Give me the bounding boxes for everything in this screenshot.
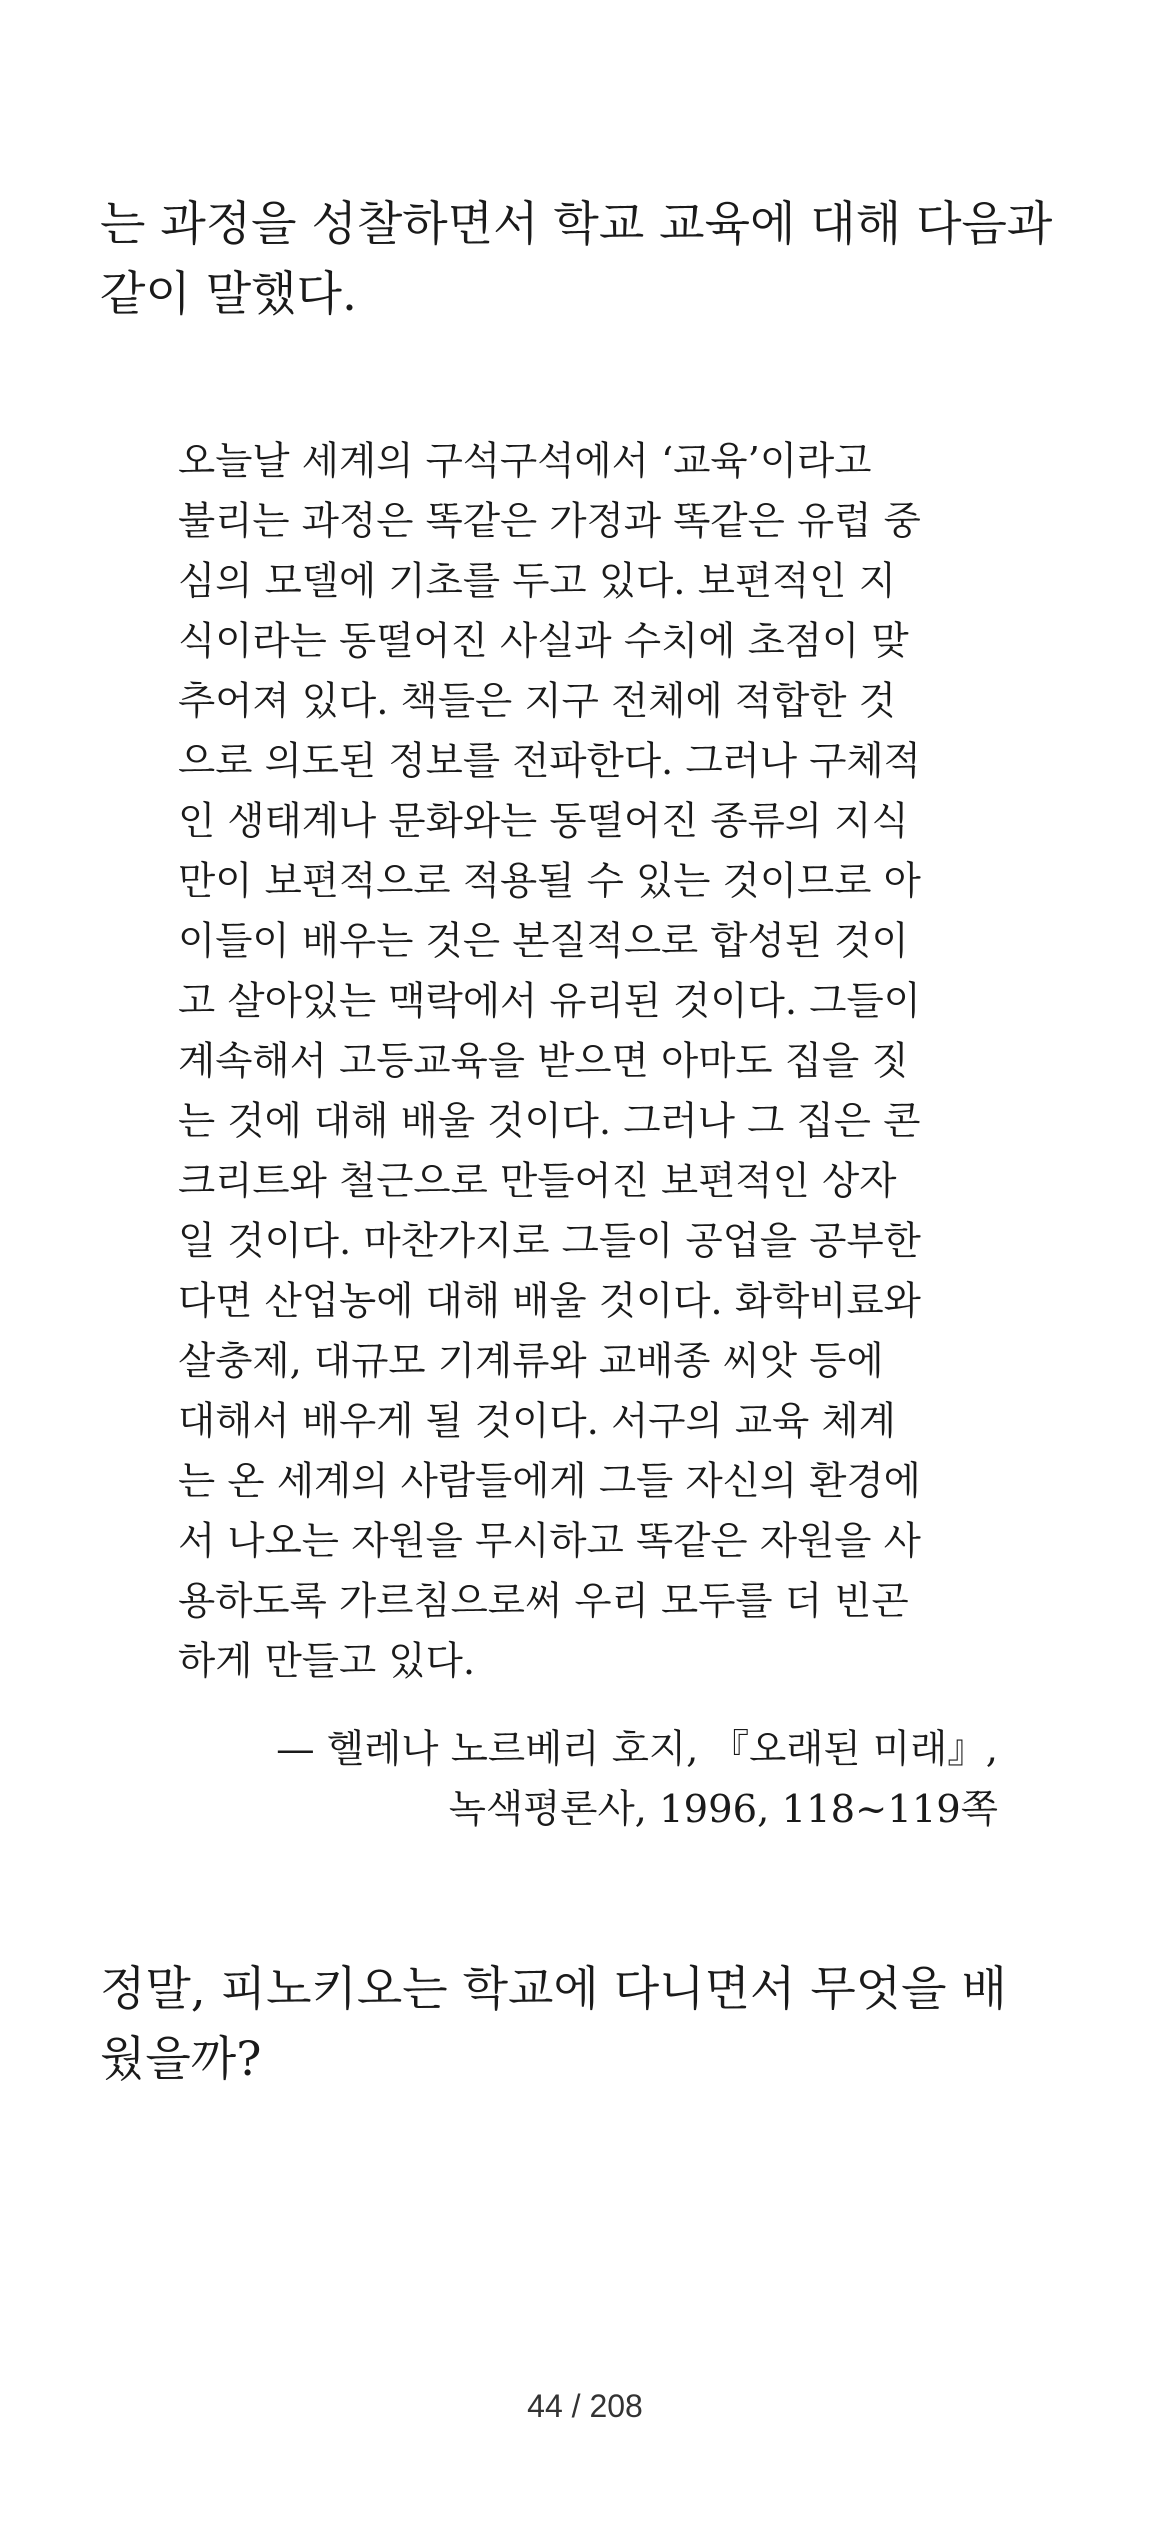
- body-paragraph-top: 는 과정을 성찰하면서 학교 교육에 대해 다음과 같이 말했다.: [100, 197, 1053, 322]
- block-quote: 오늘날 세계의 구석구석에서 ‘교육’이라고 불리는 과정은 똑같은 가정과 똑같은 유럽 중 심의 모델에 기초를 두고 있다. 보편적인 지 식이라는 동떨어진 사실과 수치에 초점이 맞 추어져 있다. 책들은 지구 전체에 적합한 것 으로 의도된 정보를 전파한다. 그러나 구체적 인 생태계나 문화와는 동떨어진 종류의 지식 만이 보편적으로 적용될 수 있는 것이므로 아 이들이 배우는 것은 본질적으로 합성된 것이 고 살아있는 맥락에서 유리된 것이다. 그들이 계속해서 고등교육을 받으면 아마도 집을 짓 는 것에 대해 배울 것이다. 그러나 그 집은 콘 크리트와 철근으로 만들어진 보편적인 상자 일 것이다. 마찬가지로 그들이 공업을 공부한 다면 산업농에 대해 배울 것이다. 화학비료와 살충제, 대규모 기계류와 교배종 씨앗 등에 대해서 배우게 될 것이다. 서구의 교육 체계 는 온 세계의 사람들에게 그들 자신의 환경에 서 나오는 자원을 무시하고 똑같은 자원을 사 용하도록 가르침으로써 우리 모두를 더 빈곤 하게 만들고 있다.: [178, 439, 921, 1684]
- page-indicator: 44 / 208: [527, 2388, 643, 2424]
- body-paragraph-bottom: 정말, 피노키오는 학교에 다니면서 무엇을 배 웠을까?: [100, 1962, 1007, 2087]
- quote-attribution: — 헬레나 노르베리 호지, 『오래된 미래』, 녹색평론사, 1996, 118~119쪽: [276, 1727, 998, 1832]
